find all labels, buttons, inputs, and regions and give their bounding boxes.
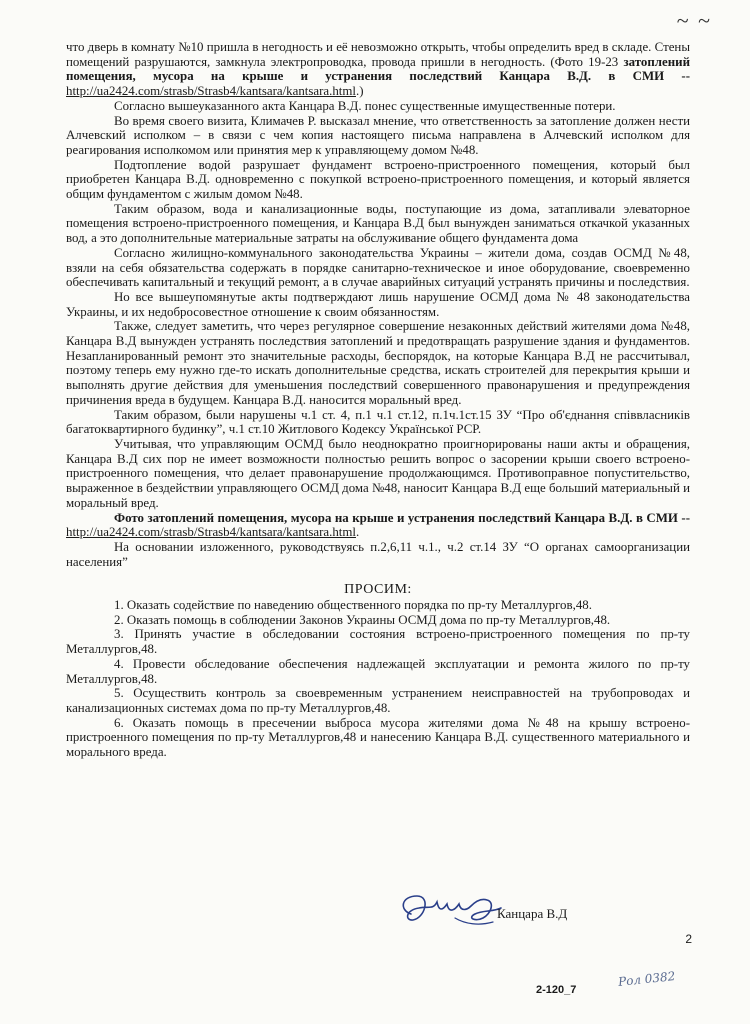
paragraph	[66, 437, 690, 511]
paragraph	[66, 511, 690, 540]
paragraph-text: что дверь в комнату №10 пришла в негодность и её невозможно открыть, чтобы определить вред в складе. Стены помещений разрушаются, замкнула электропроводка, провода пришли в негодность. (Фото 19-23	[66, 40, 690, 69]
bold-text: затоплений помещения, мусора на крыше и устранения последствий Канцара В.Д. в СМИ --	[66, 54, 690, 84]
paragraph-text: .	[355, 525, 360, 540]
paragraph	[66, 290, 690, 319]
request-item: 6. Оказать помощь в пресечении выброса мусора жителями дома №48 на крышу встроено-пристроенного помещения по пр-ту Металлургов,48 и нанесению Канцара В.Д. существенного материального и морального вреда.	[66, 715, 690, 760]
paragraph-text: Но все вышеупомянутые акты подтверждают лишь нарушение ОСМД дома № 48 законодательства Украины, и их недобросовестное отношение к своим обязанностям.	[66, 289, 690, 319]
bold-text: Фото затоплений помещения, мусора на крыше и устранения последствий Канцара В.Д. в СМИ --	[114, 510, 690, 525]
paragraph-text: Согласно жилищно-коммунального законодательства Украины – жители дома, создав ОСМД №48, взяли на себя обязательства содержать в порядке санитарно-техническое и иное оборудование, своевременно обеспечивать капитальный и текущий ремонт, а в случае аварийных ситуаций устранять причины и последствия.	[66, 245, 690, 290]
handwritten-stamp: Рол 0382	[617, 969, 676, 989]
url-text: http://ua2424.com/strasb/Strasb4/kantsara/kantsara.html	[66, 84, 356, 99]
paragraph	[66, 40, 690, 99]
request-heading: ПРОСИМ:	[344, 582, 412, 598]
request-item: 2. Оказать помощь в соблюдении Законов Украины ОСМД дома по пр-ту Металлургов,48.	[114, 612, 611, 627]
paragraph	[66, 99, 690, 114]
page-number: 2	[685, 932, 692, 946]
paragraph	[66, 114, 690, 158]
paragraph-text: Таким образом, были нарушены ч.1 ст. 4, п.1 ч.1 ст.12, п.1ч.1ст.15 ЗУ “Про об'єднання співвласників багатоквартирного будинку”, ч.1 ст.10 Житлового Кодексу Української РСР.	[66, 407, 690, 437]
paragraph	[66, 408, 690, 437]
paragraph-text: На основании изложенного, руководствуясь п.2,6,11 ч.1., ч.2 ст.14 ЗУ “О органах самоорганизации населения”	[66, 539, 690, 569]
url-text: http://ua2424.com/strasb/Strasb4/kantsara/kantsara.html	[66, 525, 356, 540]
signature-name: Канцара В.Д	[497, 906, 568, 921]
request-item: 1. Оказать содействие по наведению общественного порядка по пр-ту Металлургов,48.	[114, 598, 592, 613]
paragraph-text: Учитывая, что управляющим ОСМД было неоднократно проигнорированы наши акты и обращения, Канцара В.Д сих пор не имеет возможности полностью решить вопрос о засорении крыши своего встроено-пристроенного помещения, что делает правонарушение продолжающимся. Противоправное попустительство, выраженное в бездействии управляющего ОСМД дома №48, наносит Канцара В.Д еще больший материальный и моральный вред.	[66, 436, 690, 510]
document-code: 2-120_7	[536, 984, 577, 996]
paragraph-text: Во время своего визита, Климачев Р. высказал мнение, что ответственность за затопление должен нести Алчевский исполком – в связи с чем копия настоящего письма направлена в Алчевский исполком для реагирования исполкомом или принятия мер к управляющему домом №48.	[66, 113, 690, 157]
paragraph-text: Также, следует заметить, что через регулярное совершение незаконных действий жителями дома №48, Канцара В.Д вынужден устранять последствия затоплений и предотвращать разрушение здания и фундаментов. Незапланированный ремонт это значительные расходы, беспорядок, на которые Канцара В.Д не рассчитывал, поэтому теперь ему нужно где-то искать дополнительные средства, искать строителей для перекрытия крыши и выполнять другие действия для уменьшения последствий совершенного правонарушения и предупреждения причинения вреда в будущем. Канцара В.Д. наносится моральный вред.	[66, 319, 690, 407]
paragraph-text: Таким образом, вода и канализационные воды, поступающие из дома, затапливали элеваторное помещения встроено-пристроенного помещения, и Канцара В.Д был вынужден заниматься откачкой указанных вод, а это дополнительные материальные затраты на обслуживание общего фундамента дома	[66, 201, 690, 246]
request-item: 3. Принять участие в обследовании состояния встроено-пристроенного помещения по пр-ту Металлургов,48.	[66, 627, 690, 657]
request-item: 4. Провести обследование обеспечения надлежащей эксплуатации и ремонта жилого по пр-ту Металлургов,48.	[66, 656, 690, 686]
top-mark: ~ ~	[676, 8, 712, 33]
paragraph-text: Подтопление водой разрушает фундамент встроено-пристроенного помещения, который был приобретен Канцара В.Д. одновременно с покупкой встроено-пристроенного помещения, и который является общим фундаментом с жилым домом №48.	[66, 157, 690, 202]
paragraph-text: Согласно вышеуказанного акта Канцара В.Д. понес существенные имущественные потери.	[114, 98, 616, 113]
paragraph	[66, 319, 690, 407]
handwritten-signature	[395, 888, 505, 934]
paragraph	[66, 540, 690, 569]
letter-body	[66, 40, 690, 760]
paragraph	[66, 202, 690, 246]
signature-block	[395, 888, 655, 934]
paragraph	[66, 158, 690, 202]
paragraph	[66, 246, 690, 290]
paragraph-text: .)	[355, 84, 364, 99]
request-item: 5. Осуществить контроль за своевременным устранением неисправностей на трубопроводах и канализационных системах дома по пр-ту Металлургов,48.	[66, 686, 690, 715]
